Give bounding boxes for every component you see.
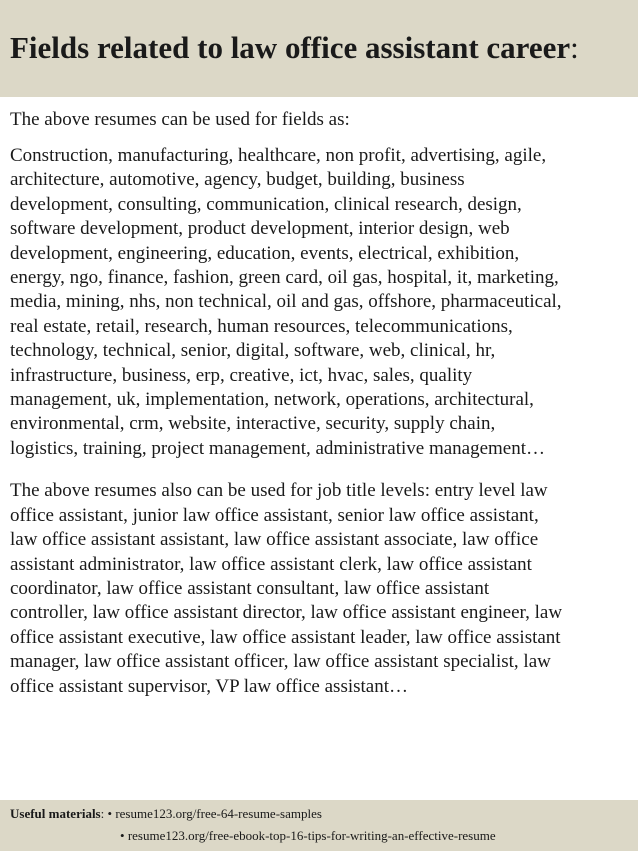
job-levels-line: office assistant executive, law office assistant leader, law office assistant (10, 626, 561, 648)
fields-line: development, consulting, communication, clinical research, design, (10, 193, 522, 215)
fields-line: software development, product development, interior design, web (10, 218, 510, 240)
fields-line: technology, technical, senior, digital, software, web, clinical, hr, (10, 340, 496, 362)
page-title-text: Fields related to law office assistant career (10, 30, 571, 65)
fields-line: energy, ngo, finance, fashion, green card, oil gas, hospital, it, marketing, (10, 267, 559, 289)
fields-line: infrastructure, business, erp, creative, ict, hvac, sales, quality (10, 364, 473, 386)
bullet-icon: • (120, 828, 128, 843)
job-levels-line: The above resumes also can be used for job title levels: entry level law (10, 480, 548, 502)
job-levels-line: law office assistant assistant, law office assistant associate, law office (10, 529, 539, 551)
page-title (10, 28, 638, 68)
job-levels-line: manager, law office assistant officer, law office assistant specialist, law (10, 651, 551, 673)
fields-line: real estate, retail, research, human resources, telecommunications, (10, 315, 513, 337)
resume-samples-link[interactable]: resume123.org/free-64-resume-samples (115, 806, 322, 821)
fields-line: media, mining, nhs, non technical, oil and gas, offshore, pharmaceutical, (10, 291, 562, 313)
job-levels-line: office assistant, junior law office assistant, senior law office assistant, (10, 504, 539, 526)
footer-band (0, 800, 638, 851)
fields-line: development, engineering, education, events, electrical, exhibition, (10, 242, 520, 264)
useful-materials-label: Useful materials (10, 806, 101, 821)
ebook-tips-link[interactable]: resume123.org/free-ebook-top-16-tips-for-writing-an-effective-resume (127, 828, 496, 843)
footer-row (120, 828, 496, 844)
bullet-icon: • (107, 806, 116, 821)
job-levels-line: controller, law office assistant director, law office assistant engineer, law (10, 602, 563, 624)
page-title-colon: : (570, 30, 579, 65)
fields-paragraph (10, 144, 632, 461)
main-content (10, 108, 632, 699)
fields-line: architecture, automotive, agency, budget, building, business (10, 169, 465, 191)
job-levels-line: assistant administrator, law office assistant clerk, law office assistant (10, 553, 532, 575)
footer-row (10, 806, 322, 822)
job-levels-line: office assistant supervisor, VP law office assistant… (10, 675, 408, 697)
header-band (0, 0, 638, 97)
fields-line: management, uk, implementation, network, operations, architectural, (10, 389, 534, 411)
job-levels-line: coordinator, law office assistant consultant, law office assistant (10, 577, 490, 599)
fields-line: logistics, training, project management, administrative management… (10, 437, 546, 459)
footer-separator: : (100, 806, 108, 821)
fields-line: Construction, manufacturing, healthcare, non profit, advertising, agile, (10, 145, 547, 166)
fields-line: environmental, crm, website, interactive, security, supply chain, (10, 413, 496, 435)
intro-text: The above resumes can be used for fields as: (10, 109, 350, 130)
job-levels-paragraph (10, 479, 632, 699)
